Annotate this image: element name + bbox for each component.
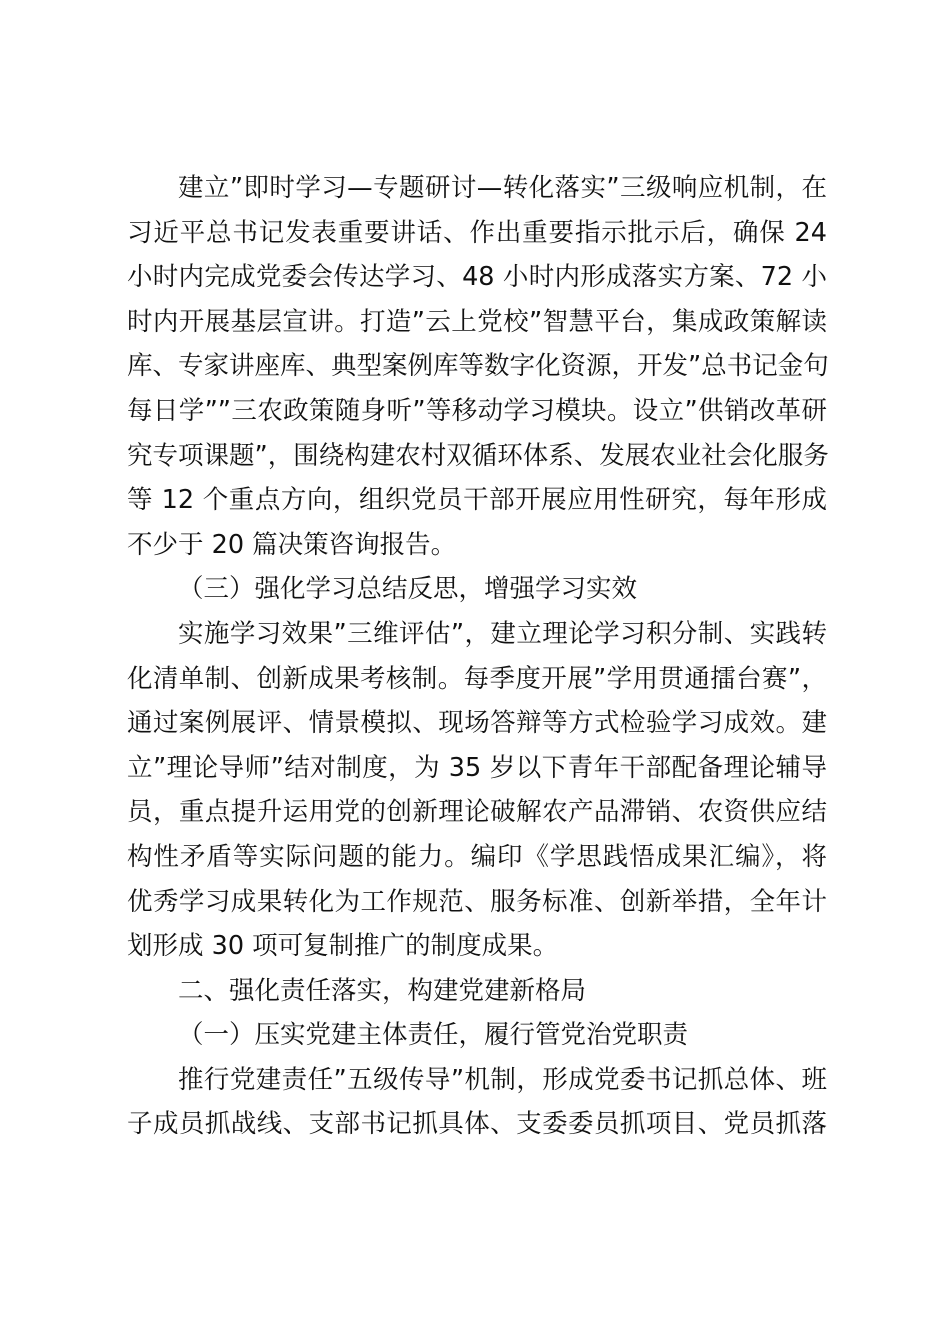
- paragraph-line: 子成员抓战线、支部书记抓具体、支委委员抓项目、党员抓落: [127, 1109, 827, 1140]
- paragraph-line: 究专项课题”，围绕构建农村双循环体系、发展农业社会化服务: [127, 440, 829, 471]
- paragraph-line: 推行党建责任”五级传导”机制，形成党委书记抓总体、班: [178, 1064, 827, 1095]
- paragraph-line: 不少于 20 篇决策咨询报告。: [127, 529, 457, 560]
- paragraph-line: 时内开展基层宣讲。打造”云上党校”智慧平台，集成政策解读: [127, 306, 827, 337]
- paragraph-line: 员，重点提升运用党的创新理论破解农产品滞销、农资供应结: [127, 797, 827, 828]
- paragraph-line: 实施学习效果”三维评估”，建立理论学习积分制、实践转: [178, 618, 827, 649]
- paragraph-line: 化清单制、创新成果考核制。每季度开展”学用贯通擂台赛”，: [127, 663, 827, 694]
- paragraph-line: 每日学””三农政策随身听”等移动学习模块。设立”供销改革研: [127, 395, 827, 426]
- paragraph-line: 通过案例展评、情景模拟、现场答辩等方式检验学习成效。建: [127, 708, 827, 739]
- section-heading: （三）强化学习总结反思，增强学习实效: [178, 574, 638, 605]
- paragraph-line: 优秀学习成果转化为工作规范、服务标准、创新举措，全年计: [127, 886, 827, 917]
- document-body: [127, 166, 827, 1147]
- paragraph-line: 小时内完成党委会传达学习、48 小时内形成落实方案、72 小: [127, 262, 827, 293]
- chapter-heading: 二、强化责任落实，构建党建新格局: [178, 975, 587, 1006]
- paragraph-line: 建立”即时学习—专题研讨—转化落实”三级响应机制，在: [178, 173, 827, 203]
- paragraph-line: 库、专家讲座库、典型案例库等数字化资源，开发”总书记金句: [127, 351, 829, 382]
- paragraph-line: 划形成 30 项可复制推广的制度成果。: [127, 931, 559, 962]
- section-heading: （一）压实党建主体责任，履行管党治党职责: [178, 1020, 689, 1051]
- paragraph-line: 构性矛盾等实际问题的能力。编印《学思践悟成果汇编》，将: [127, 841, 827, 872]
- paragraph-line: 立”理论导师”结对制度，为 35 岁以下青年干部配备理论辅导: [127, 752, 827, 783]
- paragraph-line: 等 12 个重点方向，组织党员干部开展应用性研究，每年形成: [127, 485, 827, 516]
- paragraph-line: 习近平总书记发表重要讲话、作出重要指示批示后，确保 24: [127, 217, 827, 248]
